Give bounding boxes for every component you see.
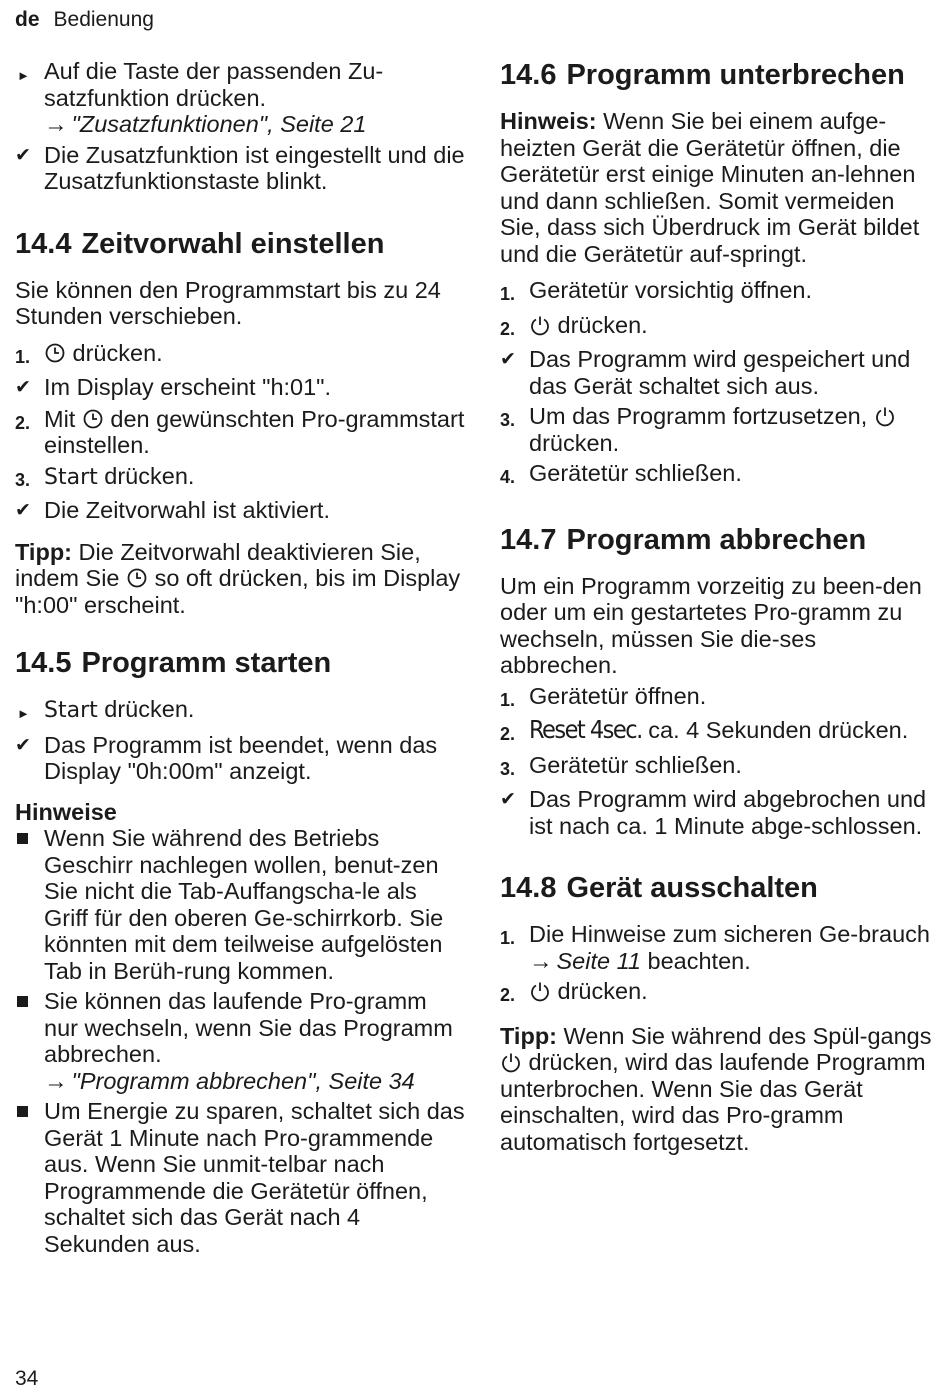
numbered-step: 2. Reset 4sec. ca. 4 Sekunden drücken. — [500, 715, 909, 744]
paragraph: Um ein Programm vorzeitig zu been-den oder um ein gestartetes Pro-gramm zu wechseln, müssen Sie die-ses abbrechen. — [500, 572, 922, 678]
numbered-step: 4. Gerätetür schließen. — [500, 460, 742, 487]
checkmark-icon: ✔ — [500, 789, 516, 810]
arrow-right-icon: → — [44, 1067, 68, 1094]
cross-reference-link[interactable]: → "Programm abbrechen", Seite 34 — [44, 1067, 415, 1094]
language-code: de — [15, 8, 40, 31]
paragraph: Sie können den Programmstart bis zu 24 Stunden verschieben. — [15, 276, 441, 329]
section-heading: 14.4 Zeitvorwahl einstellen — [15, 227, 385, 260]
note-item: Sie können das laufende Pro-gramm nur wechseln, wenn Sie das Programm abbrechen. → "Programm abbrechen", Seite 34 — [15, 988, 465, 1094]
start-key-label: Start — [44, 464, 98, 490]
hint-paragraph: Hinweis: Wenn Sie bei einem aufge-heizten Gerät die Gerätetür öffnen, die Gerätetür erst einige Minuten an-lehnen und dann schließen. Somit vermeiden Sie, dass sich Überdruck im Gerät bildet und die Gerätetür auf-springt. — [500, 108, 920, 267]
square-bullet-icon — [17, 833, 28, 844]
result-item: ✔ Im Display erscheint "h:01". — [15, 374, 332, 400]
tip-paragraph: Tipp: Die Zeitvorwahl deaktivieren Sie, indem Sie so oft drücken, bis im Display "h:00" erscheint. — [15, 538, 461, 618]
instruction-step: ► Start drücken. — [15, 696, 465, 728]
tip-paragraph: Tipp: Wenn Sie während des Spül-gangs drücken, wird das laufende Programm unterbrochen. Wenn Sie das Gerät einschalten, wird das Pro-gramm automatisch fortgesetzt. — [500, 1022, 932, 1155]
numbered-step: 1. Die Hinweise zum sicheren Ge-brauch → Seite 11 beachten. — [500, 921, 930, 974]
numbered-step: 2. Mit den gewünschten Pro-grammstart einstellen. — [15, 405, 465, 458]
reset-key-label: Reset 4sec. — [529, 715, 642, 744]
checkmark-icon: ✔ — [15, 144, 31, 166]
square-bullet-icon — [17, 1106, 28, 1117]
checkmark-icon: ✔ — [500, 349, 516, 370]
section-heading: 14.7 Programm abbrechen — [500, 523, 867, 556]
numbered-step: 2. drücken. — [500, 978, 648, 1005]
numbered-step: 1. Gerätetür vorsichtig öffnen. — [500, 277, 813, 304]
clock-icon — [44, 342, 66, 364]
power-icon — [529, 314, 551, 336]
page-number: 34 — [15, 1367, 39, 1390]
result-text: Die Zusatzfunktion ist eingestellt und die Zusatzfunktionstaste blinkt. — [44, 141, 465, 194]
start-key-label: Start — [44, 698, 98, 723]
numbered-step: 3. Start drücken. — [15, 462, 195, 490]
result-item — [15, 142, 465, 195]
note-item: Wenn Sie während des Betriebs Geschirr nachlegen wollen, benut-zen Sie nicht die Tab-Auffangscha-le als Griff für den oberen Ge-schirrkorb. Sie könnten mit dem teilweise aufgelösten Tab in Berüh-rung kommen. — [15, 825, 465, 984]
section-heading: 14.6 Programm unterbrechen — [500, 59, 905, 91]
section-heading: 14.5 Programm starten — [15, 647, 332, 679]
numbered-step: 1. Gerätetür öffnen. — [500, 682, 707, 710]
square-bullet-icon — [17, 996, 28, 1007]
numbered-step: 1. drücken. — [15, 339, 163, 367]
checkmark-icon: ✔ — [15, 377, 31, 398]
result-item: ✔ Das Programm wird abgebrochen und ist nach ca. 1 Minute abge-schlossen. — [500, 786, 927, 839]
note-item: Um Energie zu sparen, schaltet sich das Gerät 1 Minute nach Pro-grammende aus. Wenn Sie unmit-telbar nach Programmende die Gerätetür öffnen, schaltet sich das Gerät nach 4 Sekunden aus. — [15, 1098, 465, 1257]
power-icon — [529, 980, 551, 1002]
checkmark-icon: ✔ — [15, 734, 31, 756]
page-header — [15, 8, 154, 32]
instruction-step — [15, 58, 465, 138]
cross-reference-link[interactable]: → Seite 11 — [529, 947, 641, 974]
result-item: ✔ Das Programm wird gespeichert und das Gerät schaltet sich aus. — [500, 346, 911, 399]
clock-icon — [126, 567, 148, 589]
numbered-step: 2. drücken. — [500, 311, 648, 339]
clock-icon — [82, 408, 104, 430]
numbered-step: 3. Um das Programm fortzusetzen, drücken. — [500, 403, 935, 456]
power-icon — [500, 1051, 522, 1073]
arrow-right-icon: → — [44, 111, 68, 137]
step-text: Auf die Taste der passenden Zu-satzfunktion drücken. — [44, 58, 384, 111]
notes-title: Hinweise — [15, 798, 117, 825]
arrow-right-icon: → — [529, 947, 553, 974]
section-name: Bedienung — [53, 8, 154, 31]
result-item: ✔ Das Programm ist beendet, wenn das Display "0h:00m" anzeigt. — [15, 731, 438, 784]
checkmark-icon: ✔ — [15, 500, 31, 521]
section-heading: 14.8 Gerät ausschalten — [500, 872, 818, 904]
result-item: ✔ Die Zeitvorwahl ist aktiviert. — [15, 497, 330, 523]
power-icon — [874, 405, 896, 427]
numbered-step: 3. Gerätetür schließen. — [500, 751, 742, 779]
triangle-bullet-icon: ► — [17, 68, 30, 83]
right-column — [500, 58, 935, 1155]
left-column — [15, 58, 465, 1261]
triangle-bullet-icon: ► — [17, 706, 30, 721]
cross-reference-link[interactable]: → "Zusatzfunktionen", Seite 21 — [44, 111, 367, 137]
